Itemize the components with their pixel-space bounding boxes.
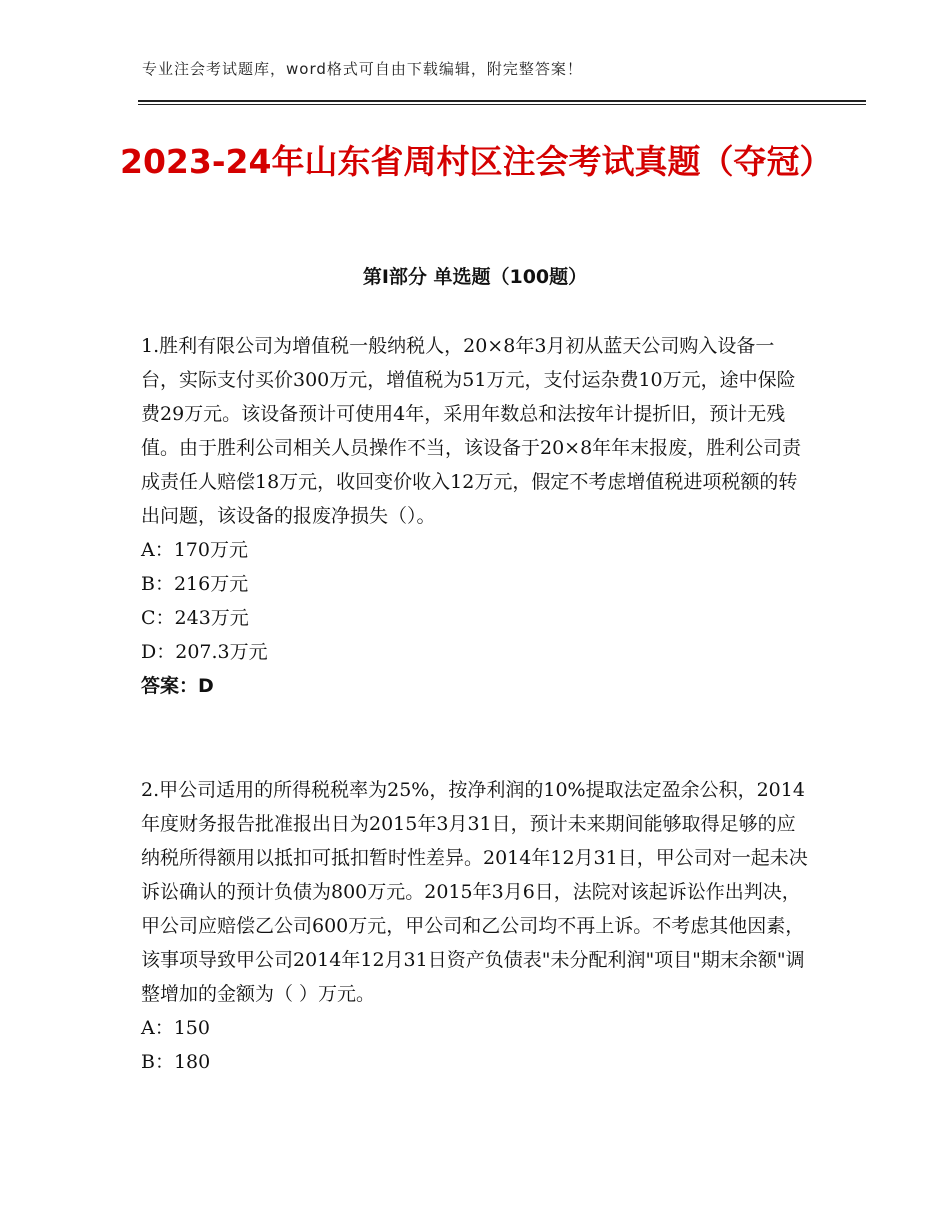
option-b: B：216万元: [141, 573, 249, 595]
option-a: A：150: [141, 1017, 210, 1039]
section-title: 第I部分 单选题（100题）: [362, 266, 588, 288]
option-a: A：170万元: [141, 539, 248, 561]
option-c: C：243万元: [141, 607, 249, 629]
question-1: [141, 329, 809, 703]
answer-label: 答案：D: [141, 675, 214, 697]
header-divider-thin: [138, 104, 866, 105]
question-stem: 2.甲公司适用的所得税税率为25%，按净利润的10%提取法定盈余公积，2014年度财务报告批准报出日为2015年3月31日，预计未来期间能够取得足够的应纳税所得额用以抵扣可抵扣暂时性差异。2014年12月31日，甲公司对一起未决诉讼确认的预计负债为800万元。2015年3月6日，法院对该起诉讼作出判决，甲公司应赔偿乙公司600万元，甲公司和乙公司均不再上诉。不考虑其他因素，该事项导致甲公司2014年12月31日资产负债表"未分配利润"项目"期末余额"调整增加的金额为（ ）万元。: [141, 779, 808, 1005]
header-divider-thick: [138, 100, 866, 102]
document-title: 2023-24年山东省周村区注会考试真题（夺冠）: [120, 142, 833, 181]
option-b: B：180: [141, 1051, 211, 1073]
question-2: [141, 773, 809, 1079]
header-note: 专业注会考试题库，word格式可自由下载编辑，附完整答案！: [142, 60, 583, 78]
question-stem: 1.胜利有限公司为增值税一般纳税人，20×8年3月初从蓝天公司购入设备一台，实际支付买价300万元，增值税为51万元，支付运杂费10万元，途中保险费29万元。该设备预计可使用4年，采用年数总和法按年计提折旧，预计无残值。由于胜利公司相关人员操作不当，该设备于20×8年年末报废，胜利公司责成责任人赔偿18万元，收回变价收入12万元，假定不考虑增值税进项税额的转出问题，该设备的报废净损失（）。: [141, 335, 802, 527]
option-d: D：207.3万元: [141, 641, 268, 663]
